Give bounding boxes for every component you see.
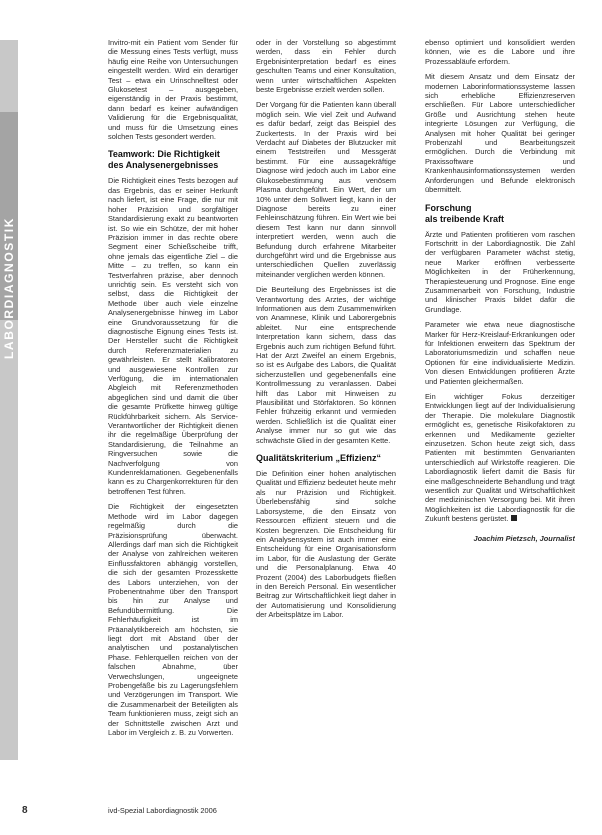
section-tag — [0, 112, 18, 359]
heading-line-1: Teamwork: Die Richtigkeit — [108, 149, 220, 160]
heading-line-1: Forschung — [425, 202, 472, 213]
side-stripe — [0, 40, 18, 760]
paragraph: Die Beurteilung des Ergebnisses ist die Verantwortung des Arztes, der wichtige Informationen aus dem Zusammenwirken von Anamnese, Klinik und Laborergebnis ableitet. Nur eine entsprechende Interpretation kann sichern, dass das Ergebnis auch zum richtigen Befund führt. Hat der Arzt Zweifel an einem Ergebnis, so ist es Aufgabe des Labors, die Qualität sicherzustellen und gegebenenfalls eine Kontrollmessung zu veranlassen. Dabei hilft das Labor mit Hinweisen zu Plausibilität und Störfaktoren. So können Fehler frühzeitig erkannt und vermieden werden. Schließlich ist die Qualität einer Analyse immer nur so gut wie das schwächste Glied in der gesamten Kette. — [256, 285, 396, 445]
author-byline: Joachim Pietzsch, Journalist — [473, 533, 575, 543]
paragraph: Invitro-mit ein Patient vom Sender für die Messung eines Tests verfügt, muss häufig eine Reihe von Untersuchungen eingestellt werden. Wird ein derartiger Test – etwa ein Urinschnelltest oder Glukosetest – ausgegeben, eigenständig in der Praxis bestimmt, dann bedarf es keiner aufwändigen Validierung für die Ergebnisqualität, und muss für die Umsetzung eines solchen Tests gesondert werden. — [108, 38, 238, 142]
paragraph — [425, 392, 575, 524]
paragraph: Die Definition einer hohen analytischen Qualität und Effizienz bedeutet heute mehr als nur Präzision und Richtigkeit. Überlebensfähig sind solche Laborsysteme, die den Einsatz von Ressourcen effizient steuern und die Kosten begrenzen. Die Entscheidung für ein Analysensystem ist auch immer eine Entscheidung für eine Organisationsform im Labor, für die Auslastung der Geräte und die Personalplanung. Etwa 40 Prozent (2004) des Laborbudgets fließen in den Bereich Personal. Ein wesentlicher Beitrag zur Wirtschaftlichkeit liegt daher in der Automatisierung und Konsolidierung der Arbeitsplätze im Labor. — [256, 469, 396, 620]
paragraph: Mit diesem Ansatz und dem Einsatz der modernen Laborinformationssysteme lassen sich erhebliche Effizienzreserven erschließen. Für Labore unterschiedlicher Größe und Ausrichtung stehen heute integrierte Lösungen zur Verfügung, die Analysen mit hoher Qualität bei geringer Probenzahl und Bearbeitungszeit ermöglichen. Durch die Verbindung mit Praxissoftware und Krankenhausinformationssystemen werden Anforderungen und Befunde elektronisch übermittelt. — [425, 72, 575, 195]
issue-label: ivd-Spezial Labordiagnostik 2006 — [108, 806, 217, 815]
end-of-article-square-icon — [511, 515, 517, 521]
text-column-2 — [256, 38, 396, 773]
paragraph: ebenso optimiert und konsolidiert werden können, wie es die Labore und ihre Prozessabläufe erfordern. — [425, 38, 575, 66]
section-heading — [108, 149, 238, 171]
page-number: 8 — [22, 805, 28, 816]
paragraph: Die Richtigkeit der eingesetzten Methode wird im Labor dagegen regelmäßig durch die Präzisionsprüfung überwacht. Allerdings darf man sich die Richtigkeit der Analyse von zahlreichen weiteren Einflussfaktoren abhängig vorstellen, die sich der gesamten Prozesskette des Labors unterziehen, von der Probenentnahme über den Transport bis hin zur Analyse und Befundübermittlung. Die Fehlerhäufigkeit ist im Präanalytikbereich am höchsten, sie liegt dort mit Abstand über der analytischen und postanalytischen Phase. Fehlerquellen reichen von der falschen Abnahme, über Verwechslungen, ungeeignete Probengefäße bis zu Lagerungsfehlern und Verzögerungen im Transport. Wie die Zusammenarbeit der Beteiligten als Team funktionieren muss, zeigt sich an der Schnittstelle zwischen Arzt und Labor im Vergleich z. B. zu Vorwerten. — [108, 502, 238, 738]
paragraph: Der Vorgang für die Patienten kann überall möglich sein. Wie viel Zeit und Aufwand es dafür bedarf, zeigt das Beispiel des Zuckertests. In der Praxis wird bei Verdacht auf Diabetes der Blutzucker mit einem Teststreifen und Messgerät bestimmt. Für eine aussagekräftige Diagnose wird jedoch auch im Labor eine Glukosebestimmung aus venösem Plasma durchgeführt. Ein Wert, der um 10% unter dem Sollwert liegt, kann in der Diagnose bereits zu einer Fehleinschätzung führen. Ein Wert wie bei diesem Test kann nur dann sinnvoll interpretiert werden, wenn auch die Befundung durch erfahrene Mitarbeiter durchgeführt wird und die Ergebnisse aus unterschiedlichen Quellen zuverlässig miteinander verglichen werden können. — [256, 100, 396, 279]
text-column-3 — [425, 38, 575, 773]
text-column-1 — [108, 38, 238, 773]
paragraph: Die Richtigkeit eines Tests bezogen auf das Ergebnis, das er seiner Herkunft nach liefert, ist eine Frage, die nur mit hoher Präzision und sorgfältiger Standardisierung exakt zu beantworten ist. So wie ein Schütze, der mit hoher Präzision immer in das rechte obere Segment einer Schießscheibe trifft, ohne jemals das eigentliche Ziel – die Mitte – zu treffen, so kann ein Testverfahren präzise, aber dennoch unrichtig sein. Es versteht sich von selbst, dass die Richtigkeit der Methode über auch viele einzelne Analysenergebnisse hinweg im Labor eine Grundvoraussetzung für die diagnostische Eignung eines Tests ist. Der Hersteller sucht die Richtigkeit durch Referenzmaterialien zu gewährleisten. Er stellt Kalibratoren und ausgewiesene Kontrollen zur Verfügung, die im internationalen Abgleich mit Referenzmethoden abgeglichen sind und damit die über die gesamte Prüfkette hinweg gültige Rückführbarkeit sichern. Als Service-Verantwortlicher der Richtigkeit dienen ihr die regelmäßige Überprüfung der Standardisierung, die Teilnahme an Ringversuchen sowie die Nachverfolgung von Kundenreklamationen. Gegebenenfalls kann es zu Chargenkorrekturen für den betroffenen Test führen. — [108, 176, 238, 496]
section-label: LABORDIAGNOSTIK — [2, 217, 16, 359]
section-heading — [425, 203, 575, 225]
heading-line-2: als treibende Kraft — [425, 213, 505, 224]
paragraph-text: Ein wichtiger Fokus derzeitiger Entwicklungen liegt auf der Individualisierung der Therapie. Die molekulare Diagnostik ermöglicht es, genetische Risikofaktoren zu erkennen und Medikamente gezielter einzusetzen. Schon heute zeigt sich, dass Patienten mit bestimmten Genvarianten unterschiedlich auf Wirkstoffe reagieren. Die Labordiagnostik liefert damit die Basis für eine maßgeschneiderte Behandlung und trägt wesentlich zur Qualität und Wirtschaftlichkeit der medizinischen Versorgung bei. Mit ihren Möglichkeiten ist die Labordiagnostik für die Zukunft bestens gerüstet. — [425, 392, 575, 524]
page-footer — [0, 789, 602, 835]
heading-line-2: des Analysenergebnisses — [108, 160, 219, 171]
section-heading: Qualitätskriterium „Effizienz“ — [256, 453, 382, 464]
paragraph: oder in der Vorstellung so abgestimmt werden, dass ein Fehler durch Ergebnisinterpretation bedarf es eines geschulten Teams und einer Konsultation, wenn unter wirtschaftlichen Aspekten beste Ergebnisse erzielt werden sollen. — [256, 38, 396, 95]
paragraph: Parameter wie etwa neue diagnostische Marker für Herz-Kreislauf-Erkrankungen oder für Infektionen erweitern das Spektrum der Laboratoriumsmedizin und schaffen neue Optionen für eine individualisierte Medizin. Von diesen Entwicklungen profitieren Ärzte und Patienten gleichermaßen. — [425, 320, 575, 386]
paragraph: Ärzte und Patienten profitieren vom raschen Fortschritt in der Labordiagnostik. Die Zahl der verfügbaren Parameter wächst stetig, neue Marker eröffnen verbesserte Möglichkeiten in der Früherkennung, Therapiesteuerung und Prognose. Eine enge Zusammenarbeit von Forschung, Industrie und klinischer Praxis bildet dafür die Grundlage. — [425, 229, 575, 314]
